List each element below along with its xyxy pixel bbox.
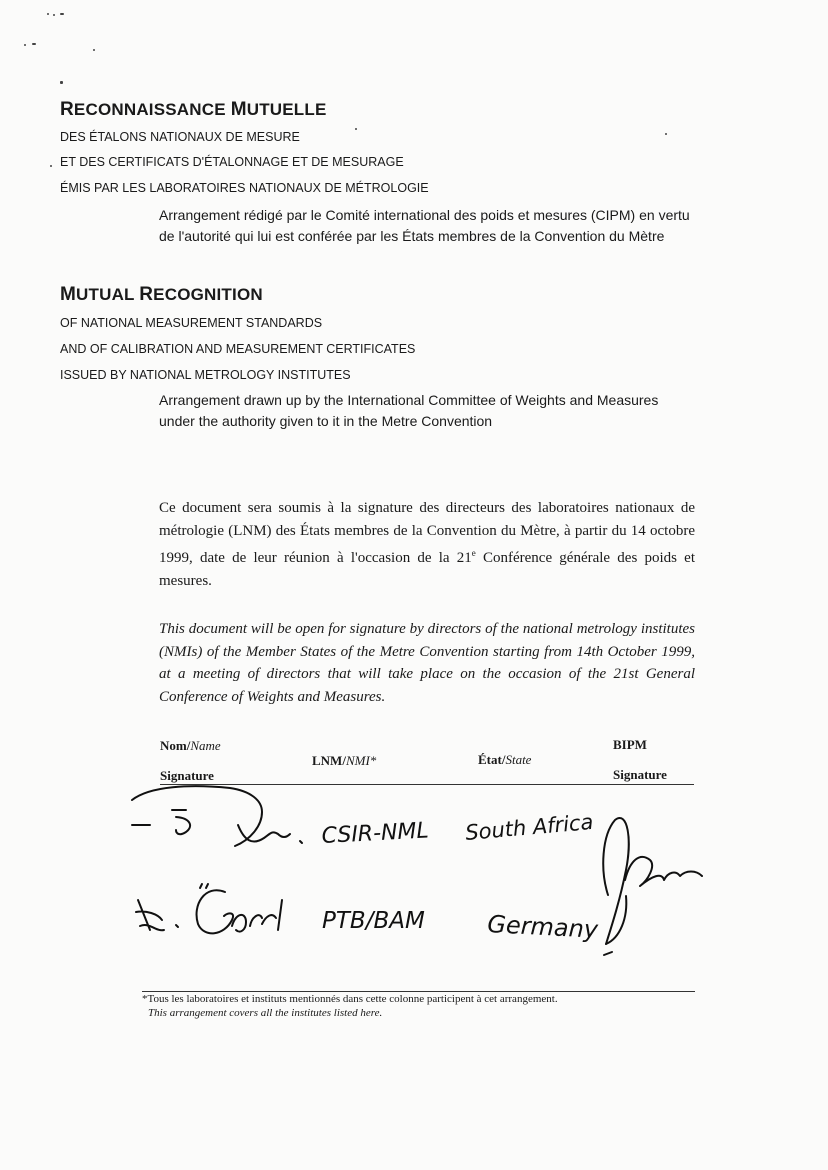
french-subtitle-line-2: ET DES CERTIFICATS D'ÉTALONNAGE ET DE MESURAGE	[60, 155, 404, 169]
french-subtitle-line-3: ÉMIS PAR LES LABORATOIRES NATIONAUX DE MÉTROLOGIE	[60, 181, 429, 195]
signature-row1-personal	[132, 786, 302, 846]
footnote-french: *Tous les laboratoires et instituts mentionnés dans cette colonne participent à cet arrangement.	[142, 993, 558, 1005]
footnote-english: This arrangement covers all the institutes listed here.	[148, 1007, 383, 1019]
footnote-rule	[142, 991, 695, 992]
english-subtitle-line-3: ISSUED BY NATIONAL METROLOGY INSTITUTES	[60, 368, 351, 382]
header-bipm: BIPM	[613, 737, 647, 752]
bipm-signature	[603, 818, 702, 955]
english-subtitle-line-1: OF NATIONAL MEASUREMENT STANDARDS	[60, 316, 323, 330]
handwritten-state-row2: Germany	[486, 910, 599, 944]
french-title: RECONNAISSANCE MUTUELLE	[60, 99, 327, 120]
signature-row2-personal	[136, 884, 282, 933]
header-lnm: LNM/NMI*	[312, 753, 377, 768]
header-state: État/State	[478, 752, 532, 767]
header-bipm-signature: Signature	[613, 767, 667, 782]
header-signature: Signature	[160, 768, 214, 783]
header-name: Nom/Name	[160, 738, 221, 753]
french-subtitle-line-1: DES ÉTALONS NATIONAUX DE MESURE	[60, 130, 300, 144]
english-notice: This document will be open for signature by directors of the national metrology institutes (NMIs) of the Member States of the Metre Convention starting from 14th October 1999, at a meeting of directors that will take place on the occasion of the 21st General Conference of Weights and Measures.	[159, 621, 695, 705]
english-subtitle-line-2: AND OF CALIBRATION AND MEASUREMENT CERTIFICATES	[60, 342, 416, 356]
handwritten-lnm-row1: CSIR-NML	[321, 818, 430, 849]
french-notice: Ce document sera soumis à la signature des directeurs des laboratoires nationaux de métrologie (LNM) des États membres de la Convention du Mètre, à partir du 14 octobre 1999, date de leur réunion à l'occasion de la 21e Conférence générale des poids et mesures.	[159, 500, 695, 589]
french-arrangement: Arrangement rédigé par le Comité international des poids et mesures (CIPM) en vertu de l'autorité qui lui est conférée par les États membres de la Convention du Mètre	[159, 207, 690, 244]
handwritten-lnm-row2: PTB/BAM	[322, 908, 425, 934]
english-arrangement: Arrangement drawn up by the International Committee of Weights and Measures under the authority given to it in the Metre Convention	[159, 392, 659, 429]
handwritten-state-row1: South Africa	[464, 809, 595, 845]
english-title: MUTUAL RECOGNITION	[60, 284, 263, 305]
